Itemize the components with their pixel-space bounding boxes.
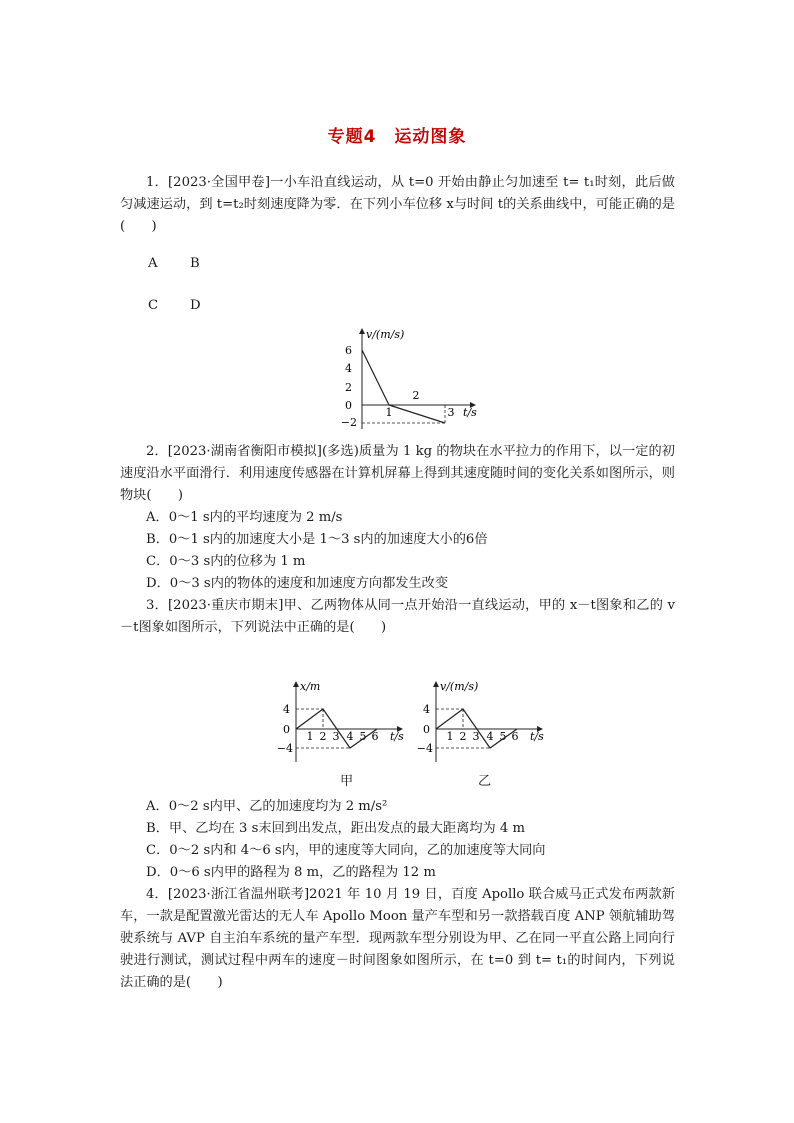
yi-xtick: 1 (446, 730, 454, 743)
jia-caption: 甲 (340, 774, 354, 789)
question-2-text: 2．[2023·湖南省衡阳市模拟](多选)质量为 1 kg 的物块在水平拉力的作用下，以一定的初速度沿水平面滑行．利用速度传感器在计算机屏幕上得到其速度随时间的变化关系如图所示，则物块( ) (120, 444, 675, 503)
q2-line-segment-2 (389, 405, 445, 423)
q1-option-d: D (190, 298, 201, 313)
question-3-text: 3．[2023·重庆市期末]甲、乙两物体从同一点开始沿一直线运动，甲的 x－t图象和乙的 v－t图象如图所示，下列说法中正确的是( ) (120, 598, 675, 635)
question-4-text: 4．[2023·浙江省温州联考]2021 年 10 月 19 日，百度 Apollo 联合威马正式发布两款新车，一款是配置激光雷达的无人车 Apollo Moon 量产车型和另一款搭载百度 ANP 领航辅助驾驶系统与 AVP 自主泊车系统的量产车型．现两款车型分别设为甲、乙在同一平直公路上同向行驶进行测试，测试过程中两车的速度－时间图象如图所示，在 t=0 到 t= t₁的时间内，下列说法正确的是( ) (120, 887, 675, 990)
jia-ylabel: x/m (300, 680, 321, 693)
q2-ylabel: v/(m/s) (366, 328, 405, 341)
jia-xtick: 1 (306, 730, 314, 743)
q2-xtick: 2 (412, 389, 420, 402)
q2-ytick: 2 (345, 381, 352, 394)
q2-ytick: 4 (345, 362, 352, 375)
jia-xtick: 3 (332, 730, 340, 743)
yi-ytick: −4 (416, 742, 433, 755)
q2-ytick: −2 (340, 416, 357, 429)
yi-ytick: 4 (423, 703, 430, 716)
yi-xtick: 6 (511, 730, 519, 743)
q3-option-a: A．0～2 s内甲、乙的加速度均为 2 m/s² (146, 799, 388, 814)
q2-line-segment-1 (362, 350, 389, 405)
q2-option-c: C．0～3 s内的位移为 1 m (146, 554, 306, 569)
q3-option-c: C．0～2 s内和 4～6 s内，甲的速度等大同向，乙的加速度等大同向 (146, 843, 546, 858)
yi-ytick: 0 (423, 723, 430, 736)
q1-option-b: B (190, 256, 200, 271)
jia-ytick: 0 (283, 723, 290, 736)
q2-xtick: 3 (447, 406, 455, 419)
jia-xtick: 5 (359, 730, 367, 743)
yi-xlabel: t/s (530, 730, 544, 743)
q2-ytick: 6 (345, 344, 352, 357)
q2-option-a: A．0～1 s内的平均速度为 2 m/s (146, 510, 343, 525)
yi-ylabel: v/(m/s) (440, 680, 479, 693)
q2-vt-graph (330, 325, 490, 435)
q1-option-c: C (148, 298, 159, 313)
yi-xtick: 4 (486, 730, 494, 743)
page-title: 专题4 运动图象 (327, 127, 467, 147)
q2-option-d: D．0～3 s内的物体的速度和加速度方向都发生改变 (146, 576, 449, 591)
yi-xtick: 5 (499, 730, 507, 743)
jia-xtick: 4 (346, 730, 354, 743)
jia-xtick: 6 (371, 730, 379, 743)
jia-ytick: 4 (283, 703, 290, 716)
jia-xlabel: t/s (390, 730, 404, 743)
question-1-text: 1．[2023·全国甲卷]一小车沿直线运动，从 t=0 开始由静止匀加速至 t= t₁时刻，此后做匀减速运动，到 t=t₂时刻速度降为零．在下列小车位移 x与时间 t的关系曲线中，可能正确的是( ) (120, 175, 675, 234)
yi-caption: 乙 (478, 774, 492, 789)
q3-option-b: B．甲、乙均在 3 s末回到出发点，距出发点的最大距离均为 4 m (146, 821, 526, 836)
q2-ytick: 0 (345, 399, 352, 412)
q2-option-b: B．0～1 s内的加速度大小是 1～3 s内的加速度大小的6倍 (146, 532, 488, 547)
q1-option-a: A (148, 256, 158, 271)
jia-xtick: 2 (319, 730, 327, 743)
q2-xtick: 1 (385, 406, 393, 419)
yi-xtick: 3 (472, 730, 480, 743)
yi-xtick: 2 (459, 730, 467, 743)
q2-xlabel: t/s (463, 406, 477, 419)
q3-option-d: D．0～6 s内甲的路程为 8 m，乙的路程为 12 m (146, 865, 436, 880)
jia-ytick: −4 (276, 742, 293, 755)
